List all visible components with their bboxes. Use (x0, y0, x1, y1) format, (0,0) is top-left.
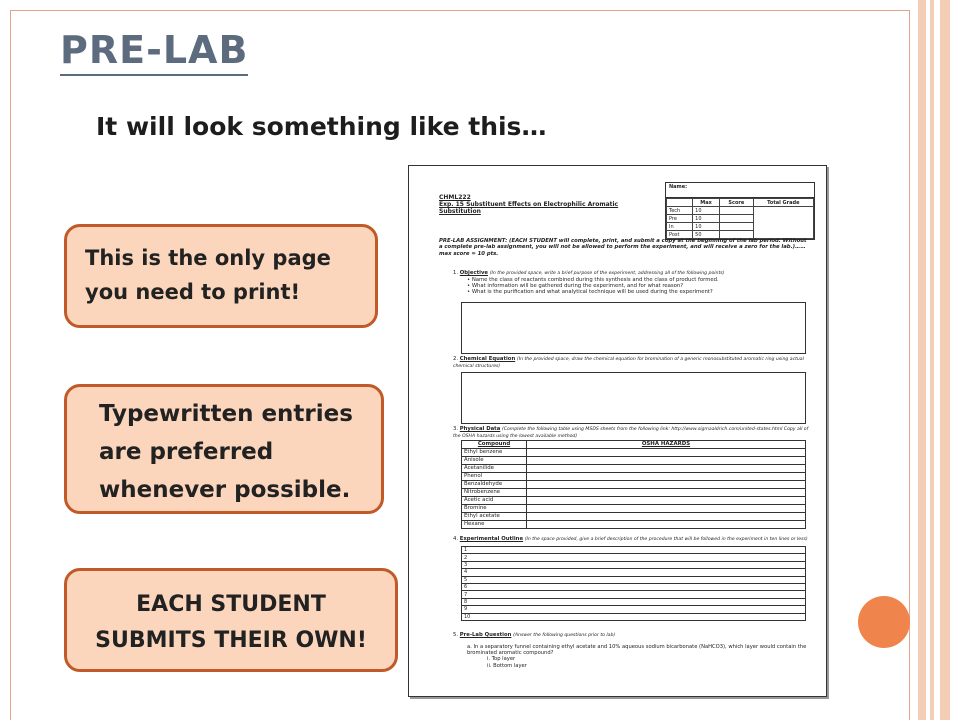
grade-header (667, 199, 693, 207)
hazard-cell (527, 497, 806, 505)
section-hint: (In the space provided, give a brief description of the procedure that will be followed in the experiment in ten lines or less) (524, 537, 808, 542)
section-hint: (In the provided space, write a brief purpose of the experiment, addressing all of the following points) (489, 271, 725, 276)
grade-cell: 10 (693, 223, 720, 231)
outline-section (453, 536, 813, 543)
hazard-cell (527, 521, 806, 529)
experiment-title: Exp. 15 Substituent Effects on Electrophilic Aromatic Substitution (439, 201, 619, 216)
compound-cell: Ethyl benzene (462, 449, 527, 457)
question-text: a. In a separatory funnel containing ethyl acetate and 10% aqueous sodium bicarbonate (NaHCO3), which layer would contain the brominated aromatic compound? (467, 644, 807, 657)
objective-bullet: • What information will be gathered during the experiment, and for what reason? (467, 282, 684, 289)
compound-cell: Benzaldehyde (462, 481, 527, 489)
prelab-question-section (453, 632, 813, 639)
compound-cell: Bromine (462, 505, 527, 513)
section-hint: (Answer the following questions prior to lab) (513, 633, 616, 638)
grade-header: Score (719, 199, 753, 207)
table-row (462, 547, 806, 554)
callout-line: you need to print! (85, 280, 301, 304)
table-row (462, 606, 806, 613)
hazard-cell (527, 473, 806, 481)
table-row (462, 513, 806, 521)
table-row (462, 561, 806, 568)
table-row (462, 554, 806, 561)
table-row (462, 576, 806, 583)
objective-answer-box (461, 302, 806, 354)
grade-cell: Post (667, 231, 693, 239)
slide-title: PRE-LAB (60, 28, 249, 72)
grade-cell: Tech (667, 207, 693, 215)
section-title: Chemical Equation (459, 356, 516, 362)
section-title: Experimental Outline (459, 536, 524, 542)
callout-line: SUBMITS THEIR OWN! (95, 628, 367, 653)
section-hint: (Complete the following table using MSDS sheets from the following link: http://www.sigmaaldrich.com/united-states.html Copy all of the OSHA hazards using the lowest available method) (453, 427, 809, 439)
table-header: Compound (462, 441, 527, 449)
table-row (462, 521, 806, 529)
hazard-cell (527, 481, 806, 489)
section-number: 5. (453, 632, 459, 638)
table-header: OSHA HAZARDS (527, 441, 806, 449)
compound-cell: Acetanilide (462, 465, 527, 473)
step-cell: 3 (462, 561, 806, 568)
hazard-cell (527, 505, 806, 513)
equation-answer-box (461, 372, 806, 424)
step-cell: 10 (462, 613, 806, 620)
course-code: CHML222 (439, 194, 471, 201)
grade-box (665, 182, 815, 240)
grade-cell: Pre (667, 215, 693, 223)
grade-cell (719, 207, 753, 215)
grade-header: Max (693, 199, 720, 207)
physical-data-section (453, 426, 813, 439)
section-title: Objective (459, 270, 488, 276)
callout-each-student (64, 568, 398, 672)
outline-table (461, 546, 806, 621)
grade-cell: 10 (693, 207, 720, 215)
step-cell: 7 (462, 591, 806, 598)
total-grade-cell (753, 207, 813, 239)
hazard-cell (527, 513, 806, 521)
table-row (462, 613, 806, 620)
document-header (439, 194, 659, 216)
callout-print-only-page (64, 224, 378, 328)
assignment-instructions: PRE-LAB ASSIGNMENT: (EACH STUDENT will complete, print, and submit a copy at the beginning of the lab period. Without a complete pre-lab assignment, you will not be allowed to perform the experiment, and will receive a zero for the lab.)……max score = 10 pts. (439, 238, 807, 257)
step-cell: 6 (462, 583, 806, 590)
compound-cell: Anisole (462, 457, 527, 465)
prelab-question (467, 644, 807, 669)
objective-section (453, 270, 813, 296)
step-cell: 4 (462, 569, 806, 576)
objective-bullet: • Name the class of reactants combined during this synthesis and the class of product formed. (467, 276, 719, 283)
hazard-cell (527, 457, 806, 465)
section-number: 1. (453, 270, 459, 276)
table-row (462, 457, 806, 465)
callout-line: EACH STUDENT (136, 592, 326, 617)
decorative-stripe (918, 0, 926, 720)
grade-header: Total Grade (753, 199, 813, 207)
name-label: Name: (666, 183, 814, 198)
table-row (462, 473, 806, 481)
callout-typewritten (64, 384, 384, 514)
hazard-cell (527, 449, 806, 457)
table-row (462, 489, 806, 497)
answer-option: ii. Bottom layer (487, 662, 527, 669)
compound-cell: Nitrobenzene (462, 489, 527, 497)
compound-cell: Acetic acid (462, 497, 527, 505)
section-hint: (In the provided space, draw the chemical equation for bromination of a generic monosubstituted aromatic ring using actual chemical structures) (453, 357, 804, 369)
grade-cell (719, 223, 753, 231)
callout-line: are preferred (99, 439, 274, 465)
table-row (462, 591, 806, 598)
accent-circle (858, 596, 910, 648)
compound-cell: Phenol (462, 473, 527, 481)
compound-cell: Ethyl acetate (462, 513, 527, 521)
equation-section (453, 356, 813, 369)
section-number: 4. (453, 536, 459, 542)
table-row (462, 505, 806, 513)
table-row (462, 497, 806, 505)
section-number: 3. (453, 426, 459, 432)
step-cell: 1 (462, 547, 806, 554)
table-row (462, 569, 806, 576)
callout-line: This is the only page (85, 246, 331, 270)
title-underline (60, 74, 248, 76)
table-row (462, 465, 806, 473)
section-number: 2. (453, 356, 459, 362)
decorative-stripe (930, 0, 934, 720)
hazard-cell (527, 465, 806, 473)
callout-line: Typewritten entries (99, 401, 353, 427)
grade-cell: 10 (693, 215, 720, 223)
hazard-cell (527, 489, 806, 497)
table-row (462, 481, 806, 489)
objective-bullet: • What is the purification and what analytical technique will be used during the experiment? (467, 289, 713, 296)
grade-cell: 50 (693, 231, 720, 239)
table-row (462, 583, 806, 590)
grade-row (667, 207, 814, 215)
answer-option: i. Top layer (487, 656, 516, 663)
step-cell: 5 (462, 576, 806, 583)
grade-table (666, 198, 814, 239)
step-cell: 2 (462, 554, 806, 561)
physical-data-table (461, 440, 806, 529)
step-cell: 8 (462, 598, 806, 605)
section-title: Pre-Lab Question (459, 632, 512, 638)
callout-line: whenever possible. (99, 477, 351, 503)
section-title: Physical Data (459, 426, 501, 432)
prelab-document (408, 165, 827, 697)
step-cell: 9 (462, 606, 806, 613)
grade-cell (719, 215, 753, 223)
decorative-stripe (940, 0, 950, 720)
table-row (462, 598, 806, 605)
slide-subtitle: It will look something like this… (96, 112, 547, 141)
table-row (462, 449, 806, 457)
compound-cell: Hexane (462, 521, 527, 529)
grade-cell: In (667, 223, 693, 231)
